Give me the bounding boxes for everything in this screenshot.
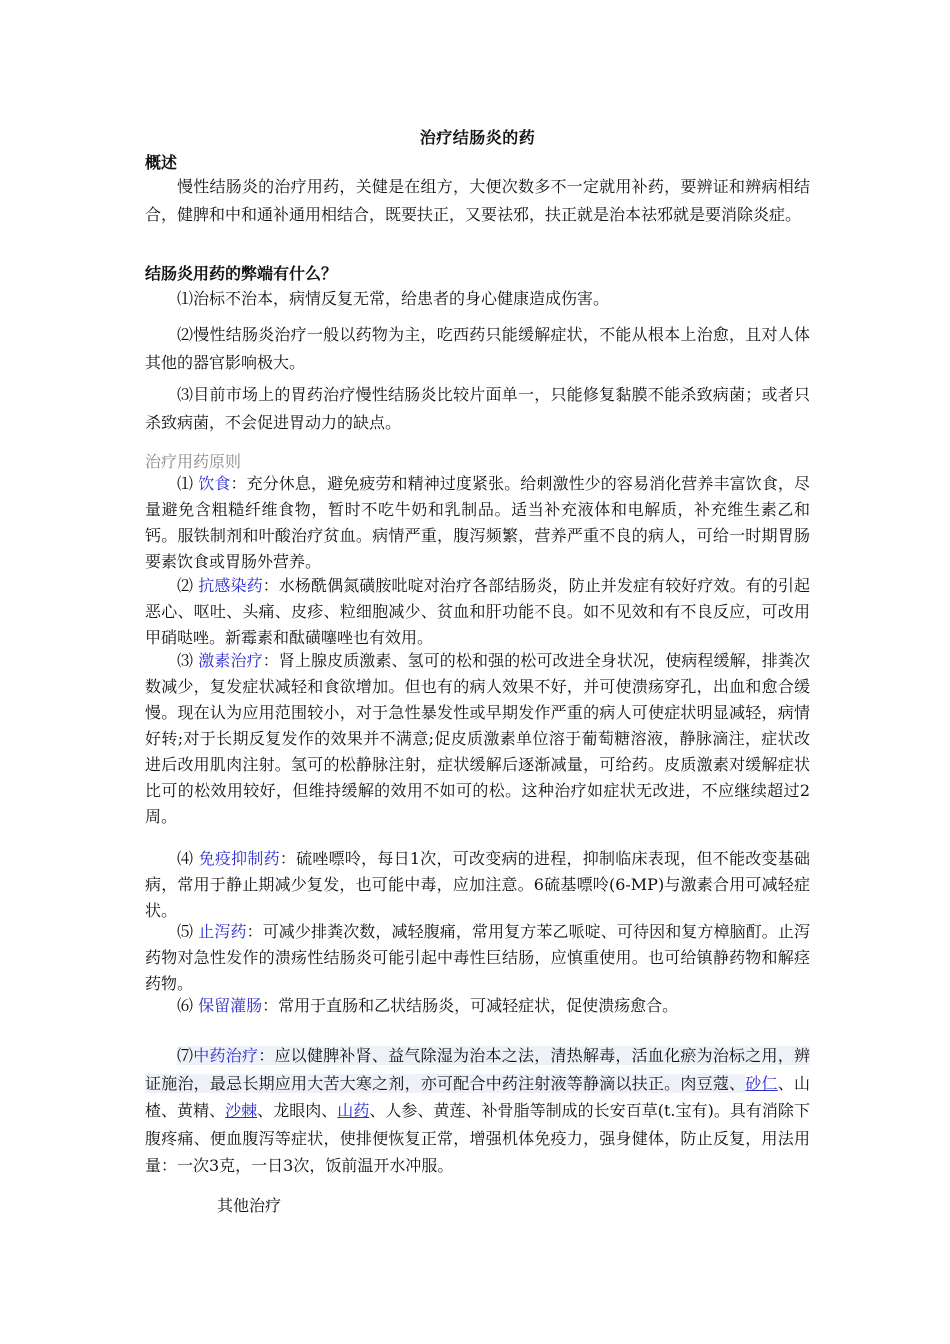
link-shanyao[interactable]: 山药 <box>337 1101 370 1120</box>
tcm-number: ⑺ <box>177 1046 194 1065</box>
principle-text: ：肾上腺皮质激素、氢可的松和强的松可改进全身状况，使病程缓解，排粪次数减少，复发症状减轻和食欲增加。但也有的病人效果不好，并可使溃疡穿孔，出血和愈合缓慢。现在认为应用范围较小，对于急性暴发性或早期发作严重的病人可使症状明显减轻，病情好转;对于长期反复发作的效果并不满意;促皮质激素单位溶于葡萄糖溶液，静脉滴注，症状改进后改用肌肉注射。氢可的松静脉注射，症状缓解后逐渐减量，可给药。皮质激素对缓解症状比可的松效用较好，但维持缓解的效用不如可的松。这种治疗如症状无改进，不应继续超过2周。 <box>145 651 810 826</box>
principles-heading: 治疗用药原则 <box>145 452 242 471</box>
principle-item-1 <box>145 471 810 575</box>
principle-text: ：可减少排粪次数，减轻腹痛，常用复方苯乙哌啶、可待因和复方樟脑酊。止泻药物对急性发作的溃疡性结肠炎可能引起中毒性巨结肠，应慎重使用。也可给镇静药物和解痉药物。 <box>145 922 810 993</box>
tcm-text-4: 、人参、黄莲、补骨脂等制成的长安百草(t.宝有)。具有消除下腹疼痛、便血腹泻等症状，使排便恢复正常，增强机体免疫力，强身健体，防止反复，用法用量：一次3克，一日3次，饭前温开水冲服。 <box>145 1101 810 1175</box>
principle-text: ：硫唑嘌呤，每日1次，可改变病的进程，抑制临床表现，但不能改变基础病，常用于静止期减少复发，也可能中毒，应加注意。6硫基嘌呤(6-MP)与激素合用可减轻症状。 <box>145 849 810 920</box>
tcm-keyword: 中药治疗 <box>193 1046 259 1065</box>
principle-keyword-diet: 饮食 <box>198 474 231 493</box>
principle-number: ⑶ <box>177 651 199 670</box>
principle-text: ：充分休息，避免疲劳和精神过度紧张。给刺激性少的容易消化营养丰富饮食，尽量避免含粗糙纤维食物，暂时不吃牛奶和乳制品。适当补充液体和电解质，补充维生素乙和钙。服铁制剂和叶酸治疗贫血。病情严重，腹泻频繁，营养严重不良的病人，可给一时期胃肠要素饮食或胃肠外营养。 <box>145 474 810 571</box>
principle-number: ⑹ <box>177 996 199 1015</box>
principle-keyword-hormone: 激素治疗 <box>198 651 263 670</box>
principle-text: ：水杨酰偶氮磺胺吡啶对治疗各部结肠炎，防止并发症有较好疗效。有的引起恶心、呕吐、头痛、皮疹、粒细胞减少、贫血和肝功能不良。如不见效和有不良反应，可改用甲硝哒唑。新霉素和酞磺噻唑也有效用。 <box>145 576 810 647</box>
principle-item-4 <box>145 846 810 924</box>
drawback-item-3: ⑶目前市场上的胃药治疗慢性结肠炎比较片面单一，只能修复黏膜不能杀致病菌；或者只杀致病菌，不会促进胃动力的缺点。 <box>145 385 810 432</box>
principle-number: ⑵ <box>177 576 199 595</box>
drawbacks-heading: 结肠炎用药的弊端有什么？ <box>145 264 338 283</box>
principle-number: ⑸ <box>177 922 199 941</box>
document-title: 治疗结肠炎的药 <box>419 128 536 147</box>
principle-item-3 <box>145 648 810 830</box>
principle-keyword-antidiarrheal: 止泻药 <box>198 922 247 941</box>
principle-item-6 <box>145 993 810 1019</box>
tcm-text-2: 、山楂、黄精、 <box>145 1073 810 1120</box>
link-sharen[interactable]: 砂仁 <box>745 1073 778 1093</box>
overview-paragraph: 慢性结肠炎的治疗用药，关健是在组方，大便次数多不一定就用补药，要辨证和辨病相结合，健脾和中和通补通用相结合，既要扶正，又要祛邪，扶正就是治本祛邪就是要消除炎症。 <box>145 177 810 224</box>
tcm-text-3: 、龙眼肉、 <box>257 1101 338 1120</box>
principle-keyword-enema: 保留灌肠 <box>198 996 263 1015</box>
principle-text: ：常用于直肠和乙状结肠炎，可减轻症状，促使溃疡愈合。 <box>262 996 679 1015</box>
tcm-text-1: ：应以健脾补肾、益气除湿为治本之法，清热解毒，活血化瘀为治标之用，辨证施治，最忌长期应用大苦大寒之剂，亦可配合中药注射液等静滴以扶正。肉豆蔻、 <box>145 1046 810 1093</box>
principle-item-2 <box>145 573 810 651</box>
drawback-item-2: ⑵慢性结肠炎治疗一般以药物为主，吃西药只能缓解症状，不能从根本上治愈，且对人体其他的器官影响极大。 <box>145 325 810 372</box>
principle-item-5 <box>145 919 810 997</box>
drawback-item-1: ⑴治标不治本，病情反复无常，给患者的身心健康造成伤害。 <box>177 289 610 308</box>
tcm-paragraph <box>145 1042 810 1180</box>
overview-heading: 概述 <box>145 153 178 172</box>
link-shaji[interactable]: 沙棘 <box>225 1101 258 1120</box>
principle-keyword-immunosuppressant: 免疫抑制药 <box>198 849 280 868</box>
principle-number: ⑴ <box>177 474 199 493</box>
other-treatment-heading: 其他治疗 <box>217 1196 282 1215</box>
principle-number: ⑷ <box>177 849 199 868</box>
principle-keyword-anti-infection: 抗感染药 <box>198 576 263 595</box>
